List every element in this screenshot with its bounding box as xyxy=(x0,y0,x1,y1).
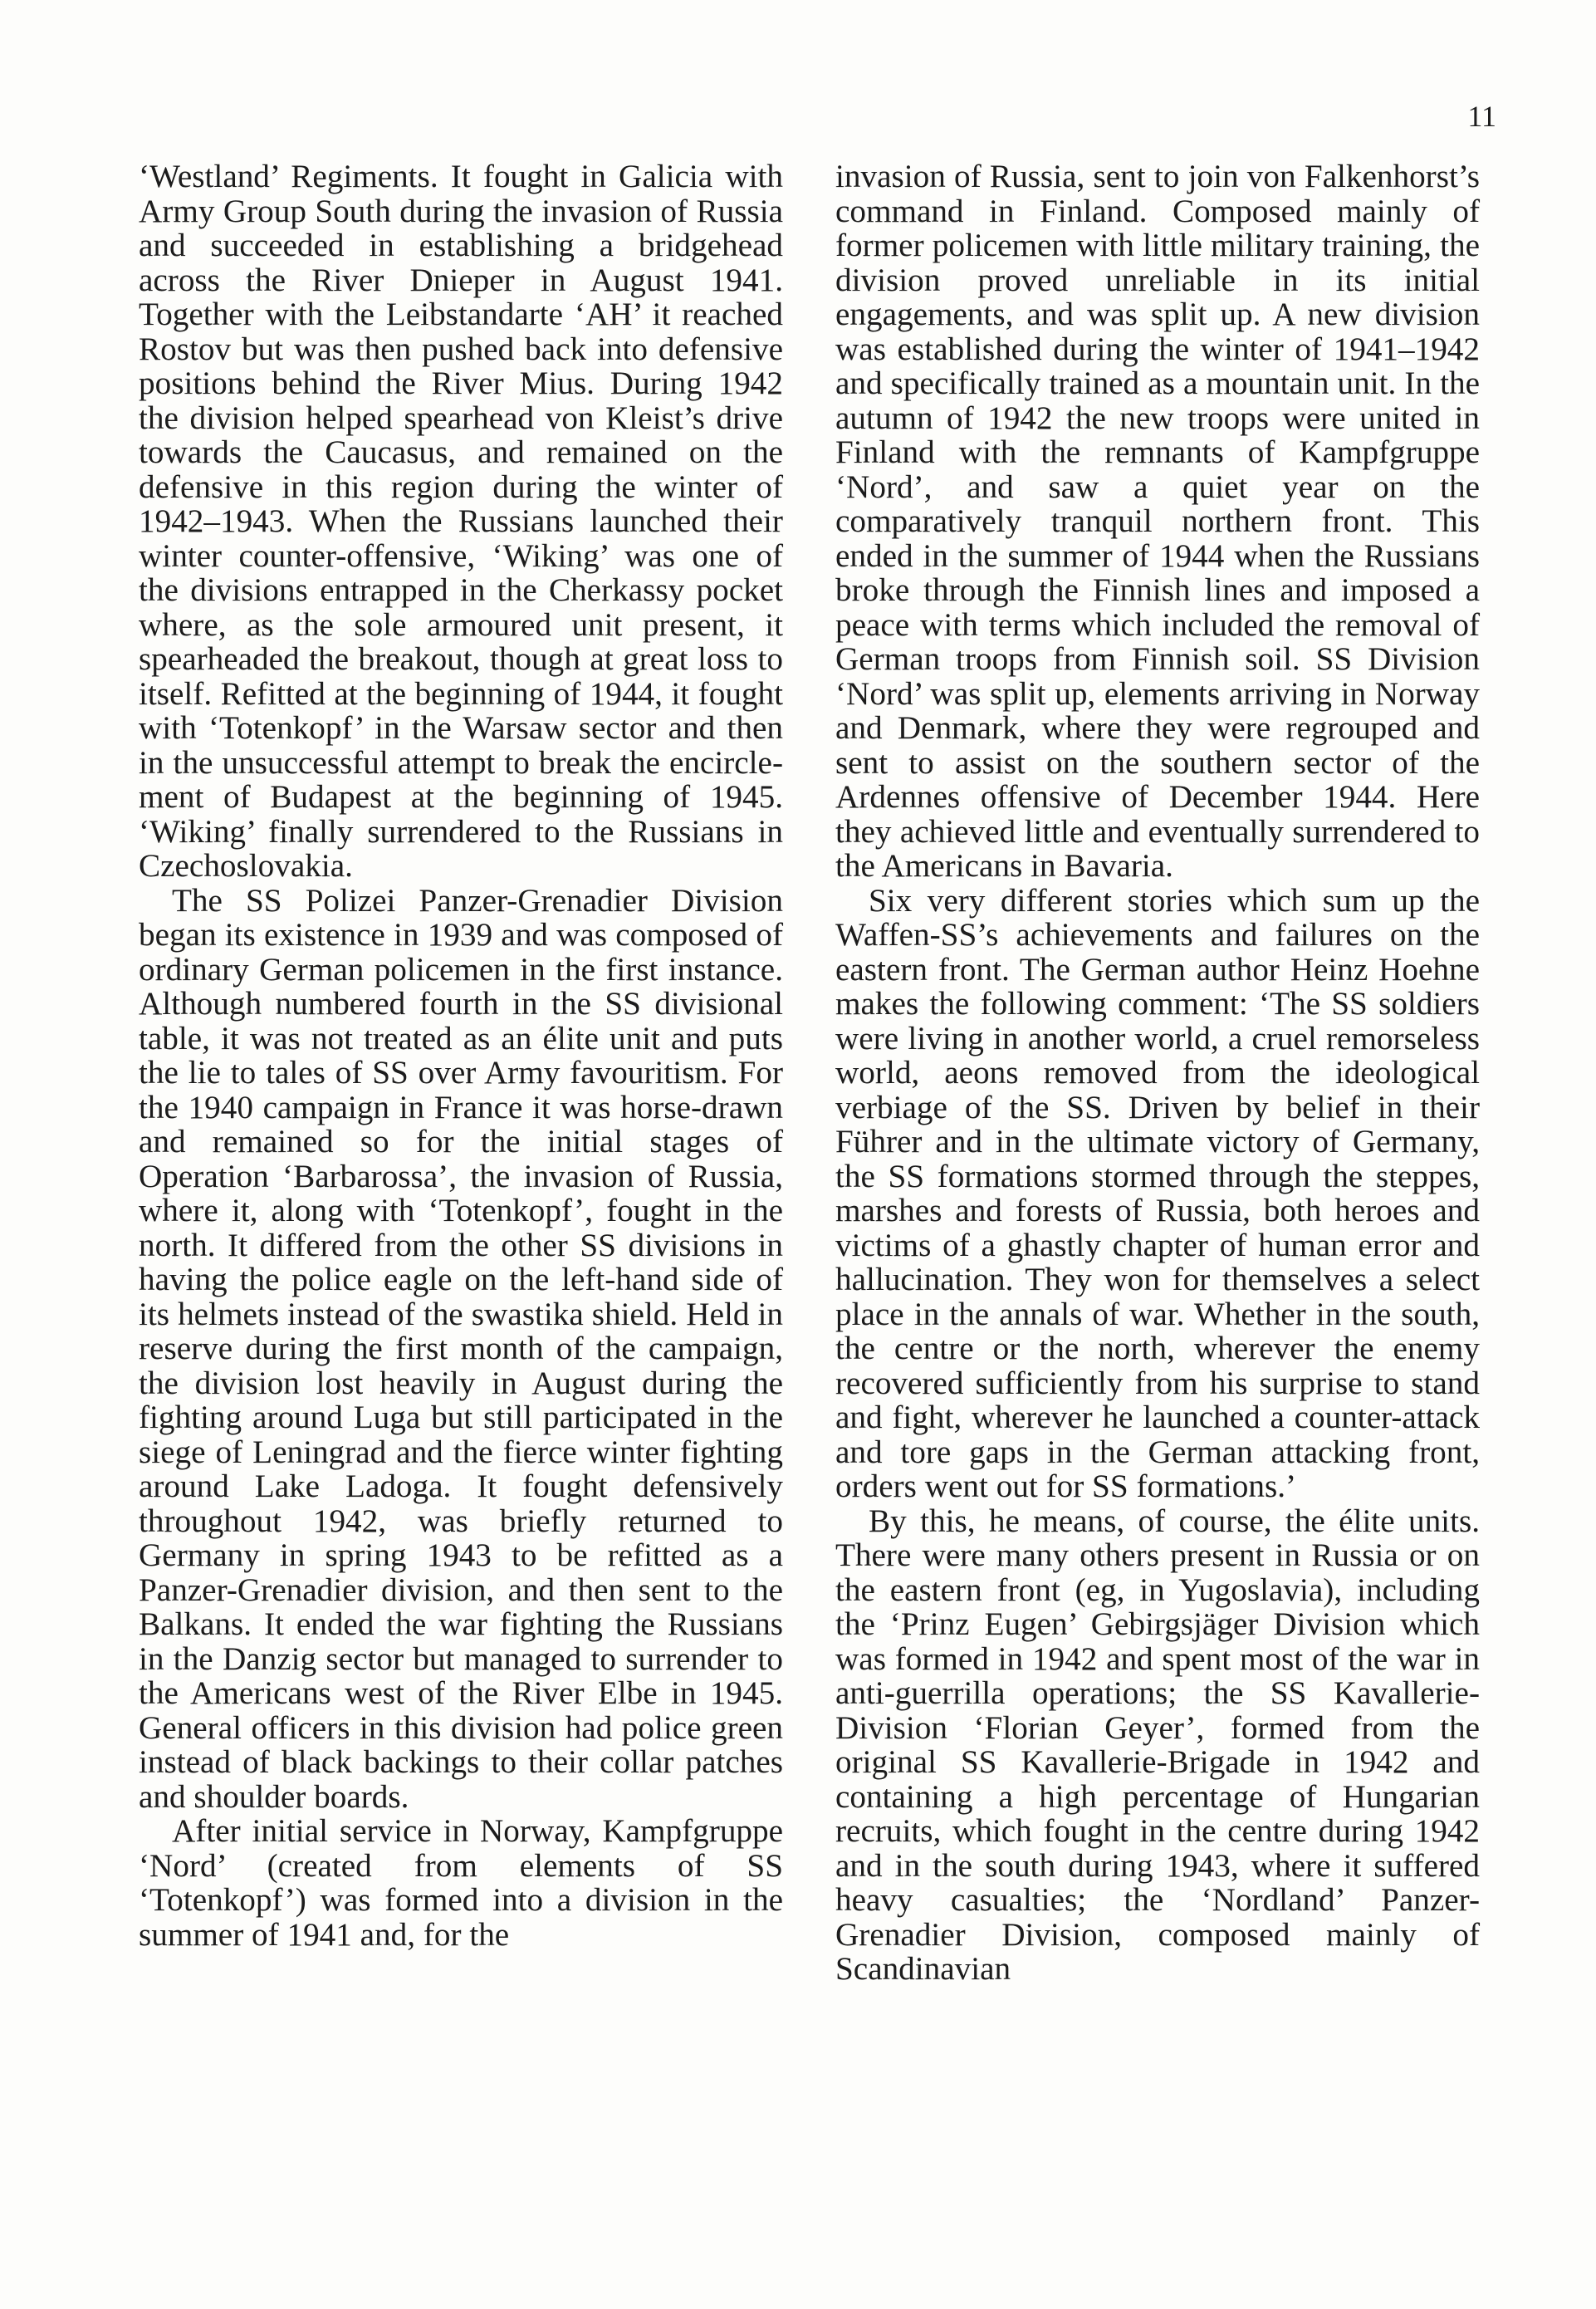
left-paragraph-3: After initial service in Norway, Kampfgruppe ‘Nord’ (created from elements of SS ‘Totenkopf’) was formed into a division in the summer of 1941 and, for the xyxy=(139,1813,783,1953)
left-column xyxy=(139,159,783,1952)
right-paragraph-2: Six very different stories which sum up the Waffen-SS’s achievements and failures on the eastern front. The German author Heinz Hoehne makes the following comment: ‘The SS soldiers were living in another world, a cruel remorseless world, aeons removed from the ideological verbiage of the SS. Driven by belief in their Führer and in the ultimate victory of Germany, the SS formations stormed through the steppes, marshes and forests of Russia, both heroes and victims of a ghastly chapter of human error and hallucination. They won for themselves a select place in the annals of war. Whether in the south, the centre or the north, wherever the enemy recovered sufficiently from his surprise to stand and fight, wherever he launched a counter-attack and tore gaps in the German attacking front, orders went out for SS formations.’ xyxy=(835,882,1480,1504)
right-column xyxy=(835,159,1480,1987)
page-number: 11 xyxy=(1467,100,1496,133)
right-paragraph-1: invasion of Russia, sent to join von Falkenhorst’s command in Finland. Composed mainly of former policemen with little military training, the division proved unreliable in its initial engagements, and was split up. A new division was established during the winter of 1941–1942 and specifically trained as a mountain unit. In the autumn of 1942 the new troops were united in Finland with the remnants of Kampfgruppe ‘Nord’, and saw a quiet year on the comparatively tranquil northern front. This ended in the summer of 1944 when the Russians broke through the Finnish lines and imposed a peace with terms which included the removal of German troops from Finnish soil. SS Division ‘Nord’ was split up, elements arriving in Norway and Denmark, where they were regrouped and sent to assist on the southern sector of the Ardennes offensive of December 1944. Here they achieved little and eventually surrendered to the Americans in Bavaria. xyxy=(835,159,1480,884)
right-paragraph-3: By this, he means, of course, the élite units. There were many others present in Russia or on the eastern front (eg, in Yugoslavia), including the ‘Prinz Eugen’ Gebirgsjäger Division which was formed in 1942 and spent most of the war in anti-guerrilla operations; the SS Kavallerie-Division ‘Florian Geyer’, formed from the original SS Kavallerie-Brigade in 1942 and containing a high percentage of Hungarian recruits, which fought in the centre during 1942 and in the south during 1943, where it suffered heavy casualties; the ‘Nordland’ Panzer-Grenadier Division, composed mainly of Scandinavian xyxy=(835,1503,1480,1987)
left-paragraph-1: ‘Westland’ Regiments. It fought in Galicia with Army Group South during the invasion of Russia and succeeded in establishing a bridgehead across the River Dnieper in August 1941. Together with the Leibstandarte ‘AH’ it reached Rostov but was then pushed back into defensive positions behind the River Mius. During 1942 the division helped spearhead von Kleist’s drive towards the Caucasus, and remained on the defensive in this region during the winter of 1942–1943. When the Russians launched their winter counter-offensive, ‘Wiking’ was one of the divisions entrapped in the Cherkassy pocket where, as the sole armoured unit present, it spearheaded the breakout, though at great loss to itself. Refitted at the beginning of 1944, it fought with ‘Totenkopf’ in the Warsaw sector and then in the unsuccessful attempt to break the encirclement of Budapest at the beginning of 1945. ‘Wiking’ finally surrendered to the Russians in Czechoslovakia. xyxy=(139,159,783,884)
left-paragraph-2: The SS Polizei Panzer-Grenadier Division began its existence in 1939 and was composed of ordinary German policemen in the first instance. Although numbered fourth in the SS divisional table, it was not treated as an élite unit and puts the lie to tales of SS over Army favouritism. For the 1940 campaign in France it was horse-drawn and remained so for the initial stages of Operation ‘Barbarossa’, the invasion of Russia, where it, along with ‘Totenkopf’, fought in the north. It differed from the other SS divisions in having the police eagle on the left-hand side of its helmets instead of the swastika shield. Held in reserve during the first month of the campaign, the division lost heavily in August during the fighting around Luga but still participated in the siege of Leningrad and the fierce winter fighting around Lake Ladoga. It fought defensively throughout 1942, was briefly returned to Germany in spring 1943 to be refitted as a Panzer-Grenadier division, and then sent to the Balkans. It ended the war fighting the Russians in the Danzig sector but managed to surrender to the Americans west of the River Elbe in 1945. General officers in this division had police green instead of black backings to their collar patches and shoulder boards. xyxy=(139,882,783,1815)
